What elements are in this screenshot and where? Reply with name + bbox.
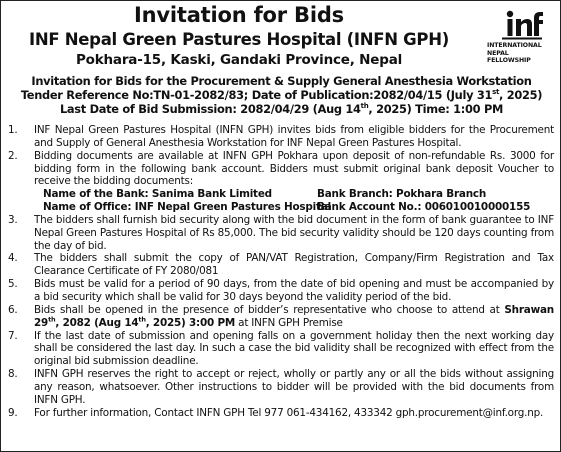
clause-8	[1, 368, 561, 407]
clause-text: The bidders shall submit the copy of PAN/VAT Registration, Company/Firm Registration and Tax Clearance Certificate of FY 2080/081	[34, 252, 554, 278]
reference-sup: st	[492, 88, 500, 97]
organization-address: Pokhara-15, Kaski, Gandaki Province, Nepal	[75, 52, 403, 68]
bank-name: Name of the Bank: Sanima Bank Limited	[43, 188, 272, 201]
bank-row	[34, 201, 554, 214]
clause-3	[1, 214, 561, 253]
reference-text: Tender Reference No:TN-01-2082/83; Date of Publication:2082/04/15 (July 31	[20, 88, 493, 103]
tender-details	[1, 74, 561, 117]
submission-deadline	[1, 102, 561, 116]
clause-number: 9.	[8, 406, 18, 419]
office-name: Name of Office: INF Nepal Green Pastures Hospital	[43, 201, 331, 214]
logo-line: FELLOWSHIP	[487, 57, 531, 65]
reference-suffix: , 2025)	[499, 88, 543, 103]
logo-line: INTERNATIONAL	[487, 42, 542, 49]
notice-header	[1, 3, 561, 73]
clause-1	[1, 124, 561, 150]
clause-number: 1.	[8, 124, 18, 136]
deadline-suffix: , 2025) Time: 1:00 PM	[368, 102, 504, 117]
clause-5	[1, 278, 561, 304]
deadline-sup: th	[360, 102, 369, 111]
clause-7	[1, 330, 561, 369]
inf-logo-icon	[496, 6, 546, 42]
clause-text: at INFN GPH Premise	[235, 316, 343, 329]
clause-text: Bids shall be opened in the presence of bidder’s representative who choose to attend at	[34, 303, 505, 316]
clause-9	[1, 407, 561, 420]
clause-6	[1, 304, 561, 330]
clauses-list	[1, 124, 561, 419]
opening-date-sup: th	[138, 315, 146, 324]
clause-text: If the last date of submission and opening falls on a government holiday then the next working day shall be considered the last day. In such a case the bid validity shall be recognized with effect from the original bid submission deadline.	[34, 329, 554, 368]
opening-date-sup: th	[48, 315, 56, 324]
clause-number: 6.	[8, 303, 18, 316]
clause-text: INFN GPH reserves the right to accept or reject, wholly or partly any or all the bids without assigning any reason, whatsoever. Other instructions to bidder will be provided with the bid documents from INFN GPH.	[34, 368, 554, 406]
logo-wordmark	[487, 42, 555, 65]
tender-reference	[1, 88, 561, 102]
clause-number: 3.	[8, 213, 18, 226]
clause-4	[1, 252, 561, 278]
clause-text: The bidders shall furnish bid security along with the bid document in the form of bank guarantee to INF Nepal Green Pastures Hospital of Rs 85,000. The bid security validity should be 120 days counting from the day of bid.	[34, 213, 554, 252]
bank-branch: Bank Branch: Pokhara Branch	[317, 188, 487, 201]
procurement-purpose: Invitation for Bids for the Procurement & Supply General Anesthesia Workstation	[31, 74, 532, 88]
logo-line: NEPAL	[487, 49, 509, 57]
opening-date-part: Shrawan 29	[34, 303, 554, 329]
notice-title: Invitation for Bids	[134, 3, 344, 27]
clause-number: 4.	[8, 252, 18, 265]
clause-text: Bidding documents are available at INFN GPH Pokhara upon deposit of non-refundable Rs. 3000 for bidding form in the following bank account. Bidders must submit original bank deposit Voucher to receive the bidding documents:	[34, 149, 554, 188]
organization-name: INF Nepal Green Pastures Hospital (INFN GPH)	[29, 30, 449, 49]
deadline-text: Last Date of Bid Submission: 2082/04/29 (Aug 14	[59, 102, 361, 117]
clause-2	[1, 150, 561, 214]
opening-date-part: , 2082 (Aug 14	[55, 316, 139, 329]
bank-row	[34, 188, 554, 201]
clause-number: 8.	[8, 368, 18, 381]
clause-number: 5.	[8, 278, 18, 291]
clause-text: Bids must be valid for a period of 90 days, from the date of bid opening and must be accompanied by a bid security which shall be valid for 30 days beyond the validity period of the bid.	[34, 278, 554, 303]
inf-logo	[487, 6, 555, 72]
bank-details	[34, 188, 554, 214]
opening-time: , 2025) 3:00 PM	[145, 316, 236, 329]
bank-account-number: Bank Account No.: 006010010000155	[317, 201, 531, 214]
clause-text: For further information, Contact INFN GPH Tel 977 061-434162, 433342 gph.procurement@inf.org.np.	[34, 406, 544, 419]
clause-text: INF Nepal Green Pastures Hospital (INFN GPH) invites bids from eligible bidders for the Procurement and Supply of General Anesthesia Workstation for INF Nepal Green Pastures Hospital.	[34, 124, 554, 149]
clause-number: 7.	[8, 329, 18, 342]
clause-number: 2.	[8, 149, 18, 162]
